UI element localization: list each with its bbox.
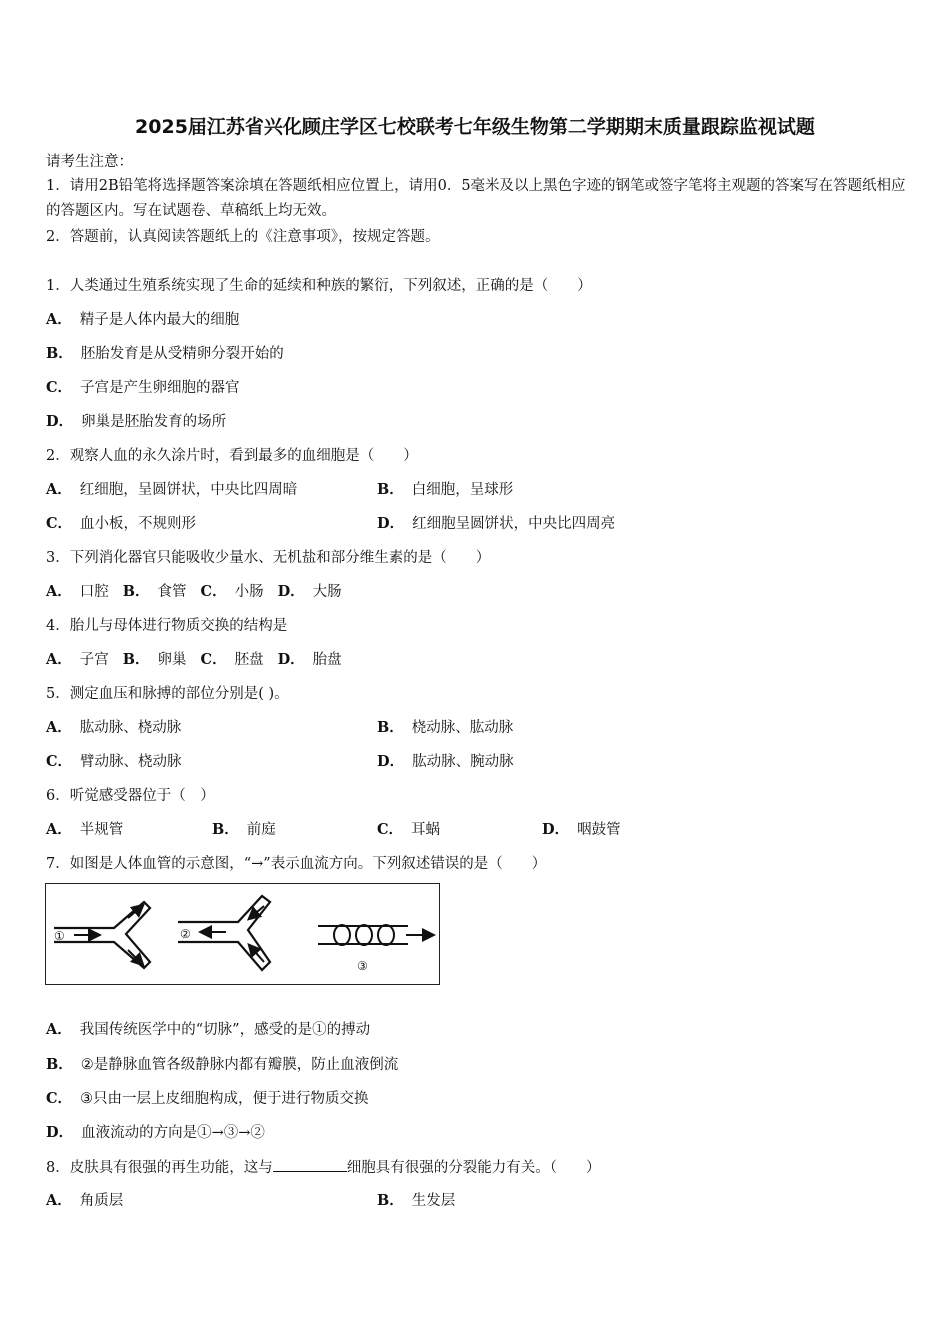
q8-stem-before: 8．皮肤具有很强的再生功能，这与 [46, 1160, 273, 1176]
q8-stem [46, 1157, 600, 1178]
option-letter: D． [46, 1124, 74, 1141]
option-letter: C． [46, 753, 73, 770]
option-letter: D． [542, 821, 570, 838]
q7-option-c [46, 1089, 369, 1109]
option-letter: A． [46, 719, 72, 736]
q4-option-b: 卵巢 [157, 652, 187, 668]
option-letter: B． [122, 651, 150, 668]
option-letter: B． [377, 719, 404, 736]
option-letter: C． [377, 821, 404, 838]
option-text: 精子是人体内最大的细胞 [79, 312, 240, 328]
q8-option-a [46, 1191, 123, 1211]
q5-option-b [377, 718, 513, 738]
q1-option-a [46, 310, 239, 330]
q8-stem-after: 细胞具有很强的分裂能力有关。（ ） [346, 1160, 601, 1176]
option-text: 耳蜗 [411, 822, 441, 838]
answer-blank [273, 1157, 347, 1172]
option-letter: D． [377, 515, 405, 532]
artery-vessel [54, 902, 150, 968]
figure-label-3: ③ [357, 959, 368, 973]
capillary-vessel [318, 925, 432, 945]
option-text: 红细胞呈圆饼状，中央比四周亮 [412, 516, 616, 532]
notice-item-2: 2．答题前，认真阅读答题纸上的《注意事项》，按规定答题。 [46, 229, 440, 245]
figure-label-1: ① [54, 929, 65, 943]
q6-option-a [46, 820, 123, 840]
option-text: 臂动脉、桡动脉 [80, 754, 182, 770]
vein-vessel [178, 896, 270, 970]
option-letter: A． [46, 651, 72, 668]
option-text: 肱动脉、腕动脉 [412, 754, 514, 770]
q6-option-d [542, 820, 621, 840]
option-text: 咽鼓管 [577, 822, 621, 838]
notice-heading: 请考生注意： [46, 154, 133, 170]
option-letter: C． [46, 379, 73, 396]
q6-option-b [212, 820, 276, 840]
option-letter: B． [377, 481, 404, 498]
option-letter: A． [46, 1192, 72, 1209]
option-text: 白细胞，呈球形 [411, 482, 514, 498]
option-letter: B． [46, 1056, 73, 1073]
q2-option-d [377, 514, 615, 534]
option-text: ③只由一层上皮细胞构成，便于进行物质交换 [80, 1091, 369, 1107]
q3-options [46, 582, 342, 602]
option-text: 我国传统医学中的“切脉”，感受的是①的搏动 [79, 1022, 371, 1038]
option-letter: A． [46, 311, 72, 328]
option-letter: D． [277, 651, 305, 668]
q7-option-b [46, 1055, 398, 1075]
q4-stem: 4．胎儿与母体进行物质交换的结构是 [46, 618, 288, 634]
option-letter: B． [377, 1192, 404, 1209]
option-text: 胚胎发育是从受精卵分裂开始的 [80, 346, 284, 362]
option-letter: B． [46, 345, 73, 362]
q3-option-d: 大肠 [312, 584, 342, 600]
option-letter: C． [46, 1090, 73, 1107]
q5-option-c [46, 752, 182, 772]
figure-label-2: ② [180, 927, 191, 941]
option-text: 前庭 [246, 822, 276, 838]
option-letter: C． [46, 515, 73, 532]
q7-option-d [46, 1123, 265, 1143]
q1-option-d [46, 412, 226, 432]
option-text: 角质层 [79, 1193, 124, 1209]
q3-stem: 3．下列消化器官只能吸收少量水、无机盐和部分维生素的是（ ） [46, 550, 491, 566]
q1-option-c [46, 378, 240, 398]
option-letter: C． [200, 651, 227, 668]
q3-option-a: 口腔 [79, 584, 109, 600]
option-text: ②是静脉血管各级静脉内都有瓣膜，防止血液倒流 [80, 1057, 399, 1073]
notice-item-1: 1．请用2B铅笔将选择题答案涂填在答题纸相应位置上，请用0．5毫米及以上黑色字迹的钢笔或签字笔将主观题的答案写在答题纸相应的答题区内。写在试题卷、草稿纸上均无效。 [46, 178, 906, 219]
q1-option-b [46, 344, 284, 364]
q4-option-a: 子宫 [79, 652, 109, 668]
option-text: 红细胞，呈圆饼状，中央比四周暗 [79, 482, 298, 498]
q5-option-a [46, 718, 181, 738]
q6-option-c [377, 820, 440, 840]
option-letter: D． [277, 583, 305, 600]
q3-option-b: 食管 [157, 584, 187, 600]
q4-option-c: 胚盘 [234, 652, 264, 668]
option-letter: B． [122, 583, 150, 600]
option-text: 血液流动的方向是①→③→② [81, 1125, 265, 1141]
q7-option-a [46, 1020, 370, 1040]
q5-option-d [377, 752, 514, 772]
option-letter: B． [212, 821, 239, 838]
q6-stem: 6．听觉感受器位于（ ） [46, 788, 215, 804]
blood-vessel-diagram [46, 884, 438, 983]
option-text: 卵巢是胚胎发育的场所 [81, 414, 227, 430]
option-letter: C． [200, 583, 227, 600]
option-letter: A． [46, 1021, 72, 1038]
q4-option-d: 胎盘 [312, 652, 342, 668]
blood-vessel-figure [45, 883, 440, 985]
option-text: 血小板，不规则形 [80, 516, 197, 532]
q1-stem: 1．人类通过生殖系统实现了生命的延续和种族的繁衍，下列叙述，正确的是（ ） [46, 278, 592, 294]
q2-stem: 2．观察人血的永久涂片时，看到最多的血细胞是（ ） [46, 448, 418, 464]
option-letter: A． [46, 821, 72, 838]
q3-option-c: 小肠 [234, 584, 264, 600]
q8-option-b [377, 1191, 455, 1211]
option-text: 子宫是产生卵细胞的器官 [80, 380, 240, 396]
option-text: 半规管 [79, 822, 124, 838]
q2-option-c [46, 514, 196, 534]
option-letter: D． [377, 753, 405, 770]
option-letter: A． [46, 583, 72, 600]
page-title: 2025届江苏省兴化顾庄学区七校联考七年级生物第二学期期末质量跟踪监视试题 [135, 116, 815, 138]
q4-options [46, 650, 342, 670]
q7-stem: 7．如图是人体血管的示意图，“→”表示血流方向。下列叙述错误的是（ ） [46, 856, 547, 872]
q2-option-a [46, 480, 297, 500]
option-letter: A． [46, 481, 72, 498]
option-text: 肱动脉、桡动脉 [79, 720, 182, 736]
option-text: 桡动脉、肱动脉 [411, 720, 514, 736]
option-letter: D． [46, 413, 74, 430]
q5-stem: 5．测定血压和脉搏的部位分别是( )。 [46, 686, 289, 702]
q2-option-b [377, 480, 513, 500]
option-text: 生发层 [411, 1193, 456, 1209]
